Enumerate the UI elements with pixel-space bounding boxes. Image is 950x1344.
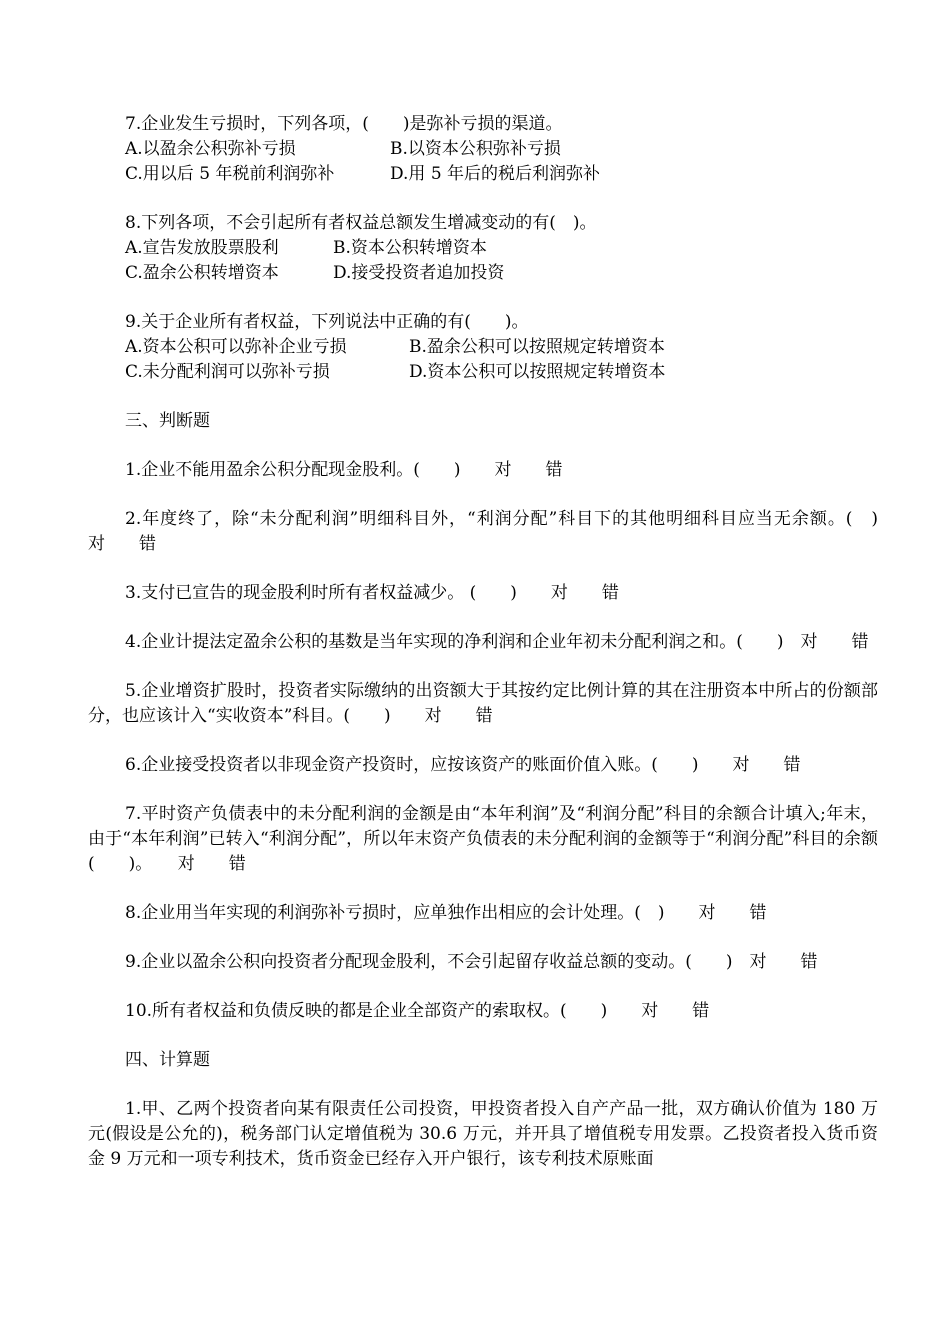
calc-question-1: 1.甲、乙两个投资者向某有限责任公司投资，甲投资者投入自产产品一批，双方确认价值为 180 万元(假设是公允的)，税务部门认定增值税为 30.6 万元，并开具了增值税专用发票。乙投资者投入货币资金 9 万元和一项专利技术，货币资金已经存入开户银行，该专利技术原账面 bbox=[88, 1099, 878, 1169]
tf-question-5: 5.企业增资扩股时，投资者实际缴纳的出资额大于其按约定比例计算的其在注册资本中所占的份额部分，也应该计入“实收资本”科目。( ) 对 错 bbox=[88, 681, 878, 726]
mc-question-8-stem: 8.下列各项，不会引起所有者权益总额发生增减变动的有( )。 bbox=[125, 213, 597, 233]
mc-question-8-options-row1 bbox=[88, 236, 878, 261]
tf-question-4: 4.企业计提法定盈余公积的基数是当年实现的净利润和企业年初未分配利润之和。( ) 对 错 bbox=[125, 632, 869, 652]
mc-question-9-options-row2 bbox=[88, 360, 878, 385]
option-a: A.以盈余公积弥补亏损 bbox=[125, 139, 296, 159]
tf-question-3: 3.支付已宣告的现金股利时所有者权益减少。 ( ) 对 错 bbox=[125, 583, 619, 603]
mc-question-7-stem: 7.企业发生亏损时，下列各项，( )是弥补亏损的渠道。 bbox=[125, 114, 563, 134]
option-b: B.盈余公积可以按照规定转增资本 bbox=[409, 337, 665, 357]
mc-question-7-options-row1 bbox=[88, 137, 878, 162]
mc-question-7-options-row2 bbox=[88, 162, 878, 187]
tf-question-7: 7.平时资产负债表中的未分配利润的金额是由“本年利润”及“利润分配”科目的余额合计填入;年末，由于“本年利润”已转入“利润分配”，所以年末资产负债表的未分配利润的金额等于“利润分配”科目的余额( )。 对 错 bbox=[88, 804, 878, 874]
mc-question-9-options-row1 bbox=[88, 335, 878, 360]
option-b: B.资本公积转增资本 bbox=[333, 238, 487, 258]
option-d: D.资本公积可以按照规定转增资本 bbox=[409, 362, 666, 382]
option-c: C.用以后 5 年税前利润弥补 bbox=[125, 164, 335, 184]
tf-question-8: 8.企业用当年实现的利润弥补亏损时，应单独作出相应的会计处理。( ) 对 错 bbox=[125, 903, 767, 923]
section-title-judgment: 三、判断题 bbox=[125, 411, 210, 431]
section-title-calculation: 四、计算题 bbox=[125, 1050, 210, 1070]
option-c: C.未分配利润可以弥补亏损 bbox=[125, 362, 330, 382]
option-d: D.用 5 年后的税后利润弥补 bbox=[390, 164, 601, 184]
tf-question-2: 2.年度终了，除“未分配利润”明细科目外，“利润分配”科目下的其他明细科目应当无余额。( ) 对 错 bbox=[88, 509, 912, 554]
option-d: D.接受投资者追加投资 bbox=[333, 263, 505, 283]
mc-question-8-options-row2 bbox=[88, 261, 878, 286]
tf-question-10: 10.所有者权益和负债反映的都是企业全部资产的索取权。( ) 对 错 bbox=[125, 1001, 710, 1021]
mc-question-9-stem: 9.关于企业所有者权益，下列说法中正确的有( )。 bbox=[125, 312, 529, 332]
option-b: B.以资本公积弥补亏损 bbox=[390, 139, 561, 159]
option-a: A.资本公积可以弥补企业亏损 bbox=[125, 337, 347, 357]
document-page bbox=[88, 112, 912, 1172]
tf-question-9: 9.企业以盈余公积向投资者分配现金股利，不会引起留存收益总额的变动。( ) 对 错 bbox=[125, 952, 818, 972]
tf-question-1: 1.企业不能用盈余公积分配现金股利。( ) 对 错 bbox=[125, 460, 563, 480]
tf-question-6: 6.企业接受投资者以非现金资产投资时，应按该资产的账面价值入账。( ) 对 错 bbox=[125, 755, 801, 775]
option-c: C.盈余公积转增资本 bbox=[125, 263, 279, 283]
option-a: A.宣告发放股票股利 bbox=[125, 238, 279, 258]
